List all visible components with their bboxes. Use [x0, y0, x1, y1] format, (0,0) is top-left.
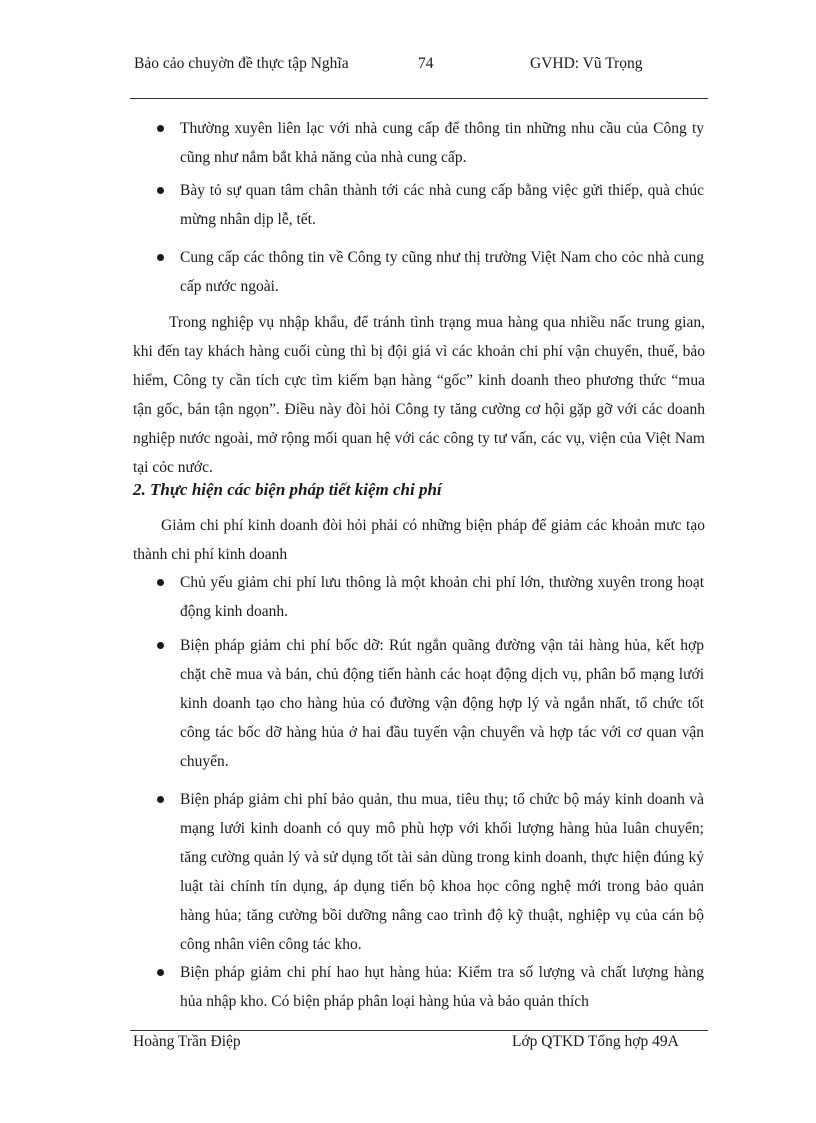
section-heading: 2. Thực hiện các biện pháp tiết kiệm chi phí	[133, 480, 442, 499]
header-title: Bảo cảo chuyờn đề thực tập Nghĩa	[134, 55, 349, 72]
header-rule	[130, 98, 708, 99]
body-paragraph: Trong nghiệp vụ nhập khẩu, để tránh tình trạng mua hàng qua nhiều nấc trung gian, khi đến tay khách hàng cuối cùng thì bị đội giá vì các khoản chi phí vận chuyển, thuế, bảo hiểm, Công ty cần tích cực tìm kiếm bạn hàng “gốc” kinh doanh theo phương thức “mua tận gốc, bán tận ngọn”. Điều này đòi hỏi Công ty tăng cường cơ hội gặp gỡ với các doanh nghiệp nước ngoài, mở rộng mối quan hệ với các công ty tư vấn, các vụ, viện của Việt Nam tại cỏc nước.	[133, 314, 705, 476]
bullet-dot	[157, 187, 164, 194]
bullet-dot	[157, 969, 164, 976]
body-paragraph: Giảm chi phí kinh doanh đòi hỏi phải có những biện pháp để giảm các khoản mưc tạo thành chi phí kinh doanh	[133, 517, 705, 563]
list-item: Cung cấp các thông tin về Công ty cũng như thị trường Việt Nam cho cỏc nhà cung cấp nước ngoài.	[180, 249, 704, 295]
footer-class: Lớp QTKD Tổng hợp 49A	[512, 1033, 679, 1050]
bullet-dot	[157, 642, 164, 649]
page-number: 74	[418, 55, 434, 72]
bullet-dot	[157, 254, 164, 261]
list-item: Biện pháp giảm chi phí hao hụt hàng hủa: Kiểm tra số lượng và chất lượng hàng hủa nhập kho. Có biện pháp phân loại hàng hủa và bảo quản thích	[180, 964, 704, 1010]
list-item: Chủ yếu giảm chi phí lưu thông là một khoản chi phí lớn, thường xuyên trong hoạt động kinh doanh.	[180, 574, 704, 620]
header-advisor: GVHD: Vũ Trọng	[530, 55, 643, 72]
footer-author: Hoàng Trần Điệp	[133, 1033, 241, 1050]
list-item: Thường xuyên liên lạc với nhà cung cấp để thông tin những nhu cầu của Công ty cũng như nắm bắt khả năng của nhà cung cấp.	[180, 120, 704, 166]
list-item: Biện pháp giảm chi phí bảo quản, thu mua, tiêu thụ; tổ chức bộ máy kinh doanh và mạng lưới kinh doanh có quy mô phù hợp với khối lượng hàng hủa luân chuyển; tăng cường quản lý và sử dụng tốt tài sản dùng trong kinh doanh, thực hiện đúng kỷ luật tài chính tín dụng, áp dụng tiến bộ khoa học công nghệ mới trong bảo quản hàng hủa; tăng cường bồi dưỡng nâng cao trình độ kỹ thuật, nghiệp vụ của cán bộ công nhân viên công tác kho.	[180, 791, 704, 953]
bullet-dot	[157, 125, 164, 132]
footer-rule	[130, 1030, 708, 1031]
list-item: Biện pháp giảm chi phí bốc dỡ: Rút ngắn quãng đường vận tải hàng hủa, kết hợp chặt chẽ mua và bán, chủ động tiến hành các hoạt động dịch vụ, phân bổ mạng lưới kinh doanh tạo cho hàng hủa có đường vận động hợp lý và ngắn nhất, tổ chức tốt công tác bốc dỡ hàng hủa ở hai đầu tuyến vận chuyển và hợp tác với cơ quan vận chuyển.	[180, 637, 704, 770]
bullet-dot	[157, 579, 164, 586]
list-item: Bày tỏ sự quan tâm chân thành tới các nhà cung cấp bằng việc gửi thiếp, quà chúc mừng nhân dịp lễ, tết.	[180, 182, 704, 228]
bullet-dot	[157, 796, 164, 803]
